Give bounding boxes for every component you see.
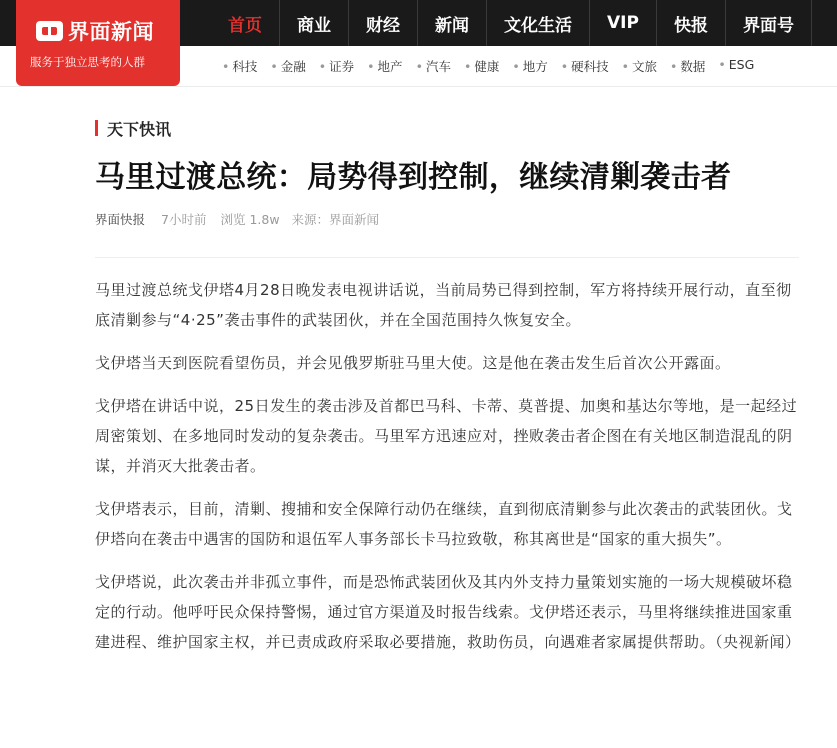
sub-nav-item[interactable]: • 金融 [270, 59, 306, 74]
article-meta [95, 210, 799, 228]
main-nav-item[interactable]: VIP [590, 0, 657, 46]
sub-nav-item[interactable]: • 硬科技 [560, 59, 609, 74]
main-nav [211, 0, 812, 46]
main-nav-item[interactable]: 文化生活 [487, 0, 590, 46]
article-source: 来源：界面新闻 [291, 212, 380, 227]
main-nav-item[interactable]: 商业 [280, 0, 349, 46]
bullet-icon: • [621, 59, 629, 74]
column-label[interactable] [95, 118, 799, 138]
article-paragraph: 戈伊塔表示，目前，清剿、搜捕和安全保障行动仍在继续，直到彻底清剿参与此次袭击的武装团伙。戈伊塔向在袭击中遇害的国防和退伍军人事务部长卡马拉致敬，称其离世是“国家的重大损失”。 [95, 500, 793, 548]
article-views: 浏览 1.8w [220, 212, 280, 227]
main-nav-item[interactable]: 快报 [657, 0, 726, 46]
logo-tagline: 服务于独立思考的人群 [30, 55, 145, 69]
article-paragraph: 戈伊塔在讲话中说，25日发生的袭击涉及首都巴马科、卡蒂、莫普提、加奥和基达尔等地，是一起经过周密策划、在多地同时发动的复杂袭击。马里军方迅速应对，挫败袭击者企图在有关地区制造混乱的阴谋，并消灭大批袭击者。 [95, 397, 798, 475]
site-header [0, 0, 837, 87]
main-nav-item[interactable]: 首页 [211, 0, 280, 46]
bullet-icon: • [367, 59, 375, 74]
sub-nav-item[interactable]: • ESG [718, 57, 755, 72]
meta-divider [95, 257, 799, 258]
bullet-icon: • [512, 59, 520, 74]
bullet-icon: • [222, 59, 230, 74]
article [95, 118, 799, 670]
article-paragraph: 戈伊塔说，此次袭击并非孤立事件，而是恐怖武装团伙及其内外支持力量策划实施的一场大规模破坏稳定的行动。他呼吁民众保持警惕，通过官方渠道及时报告线索。戈伊塔还表示，马里将继续推进国家重建进程、维护国家主权，并已责成政府采取必要措施，救助伤员，向遇难者家属提供帮助。（央视新闻） [95, 573, 801, 651]
bullet-icon: • [670, 59, 678, 74]
bullet-icon: • [560, 59, 569, 74]
header-divider [0, 86, 837, 87]
sub-nav-item[interactable]: • 数据 [670, 59, 706, 74]
sub-nav [222, 57, 767, 75]
bullet-icon: • [415, 59, 423, 74]
article-time: 7小时前 [161, 212, 207, 227]
main-nav-item[interactable]: 新闻 [418, 0, 487, 46]
column-accent-bar [95, 120, 98, 136]
site-logo[interactable] [16, 0, 180, 86]
bullet-icon: • [318, 59, 327, 74]
article-paragraph: 马里过渡总统戈伊塔4月28日晚发表电视讲话说，当前局势已得到控制，军方将持续开展行动，直至彻底清剿参与“4·25”袭击事件的武装团伙，并在全国范围持久恢复安全。 [95, 281, 792, 329]
sub-nav-item[interactable]: • 文旅 [621, 59, 658, 74]
bullet-icon: • [463, 59, 472, 74]
main-nav-item[interactable]: 财经 [349, 0, 418, 46]
main-nav-item[interactable]: 界面号 [726, 0, 812, 46]
sub-nav-item[interactable]: • 地方 [512, 59, 548, 74]
logo-text: 界面新闻 [68, 20, 154, 44]
article-body [95, 275, 799, 657]
sub-nav-item[interactable]: • 汽车 [415, 59, 451, 74]
bullet-icon: • [270, 59, 278, 74]
article-title: 马里过渡总统：局势得到控制，继续清剿袭击者 [95, 160, 732, 195]
sub-nav-item[interactable]: • 健康 [463, 59, 500, 74]
logo-icon [36, 21, 63, 41]
article-paragraph: 戈伊塔当天到医院看望伤员，并会见俄罗斯驻马里大使。这是他在袭击发生后首次公开露面。 [95, 354, 731, 372]
sub-nav-item[interactable]: • 科技 [222, 59, 258, 74]
column-name: 天下快讯 [107, 119, 172, 139]
sub-nav-item[interactable]: • 证券 [318, 59, 355, 74]
sub-nav-item[interactable]: • 地产 [367, 59, 403, 74]
bullet-icon: • [718, 57, 726, 72]
article-author[interactable]: 界面快报 [95, 212, 146, 227]
